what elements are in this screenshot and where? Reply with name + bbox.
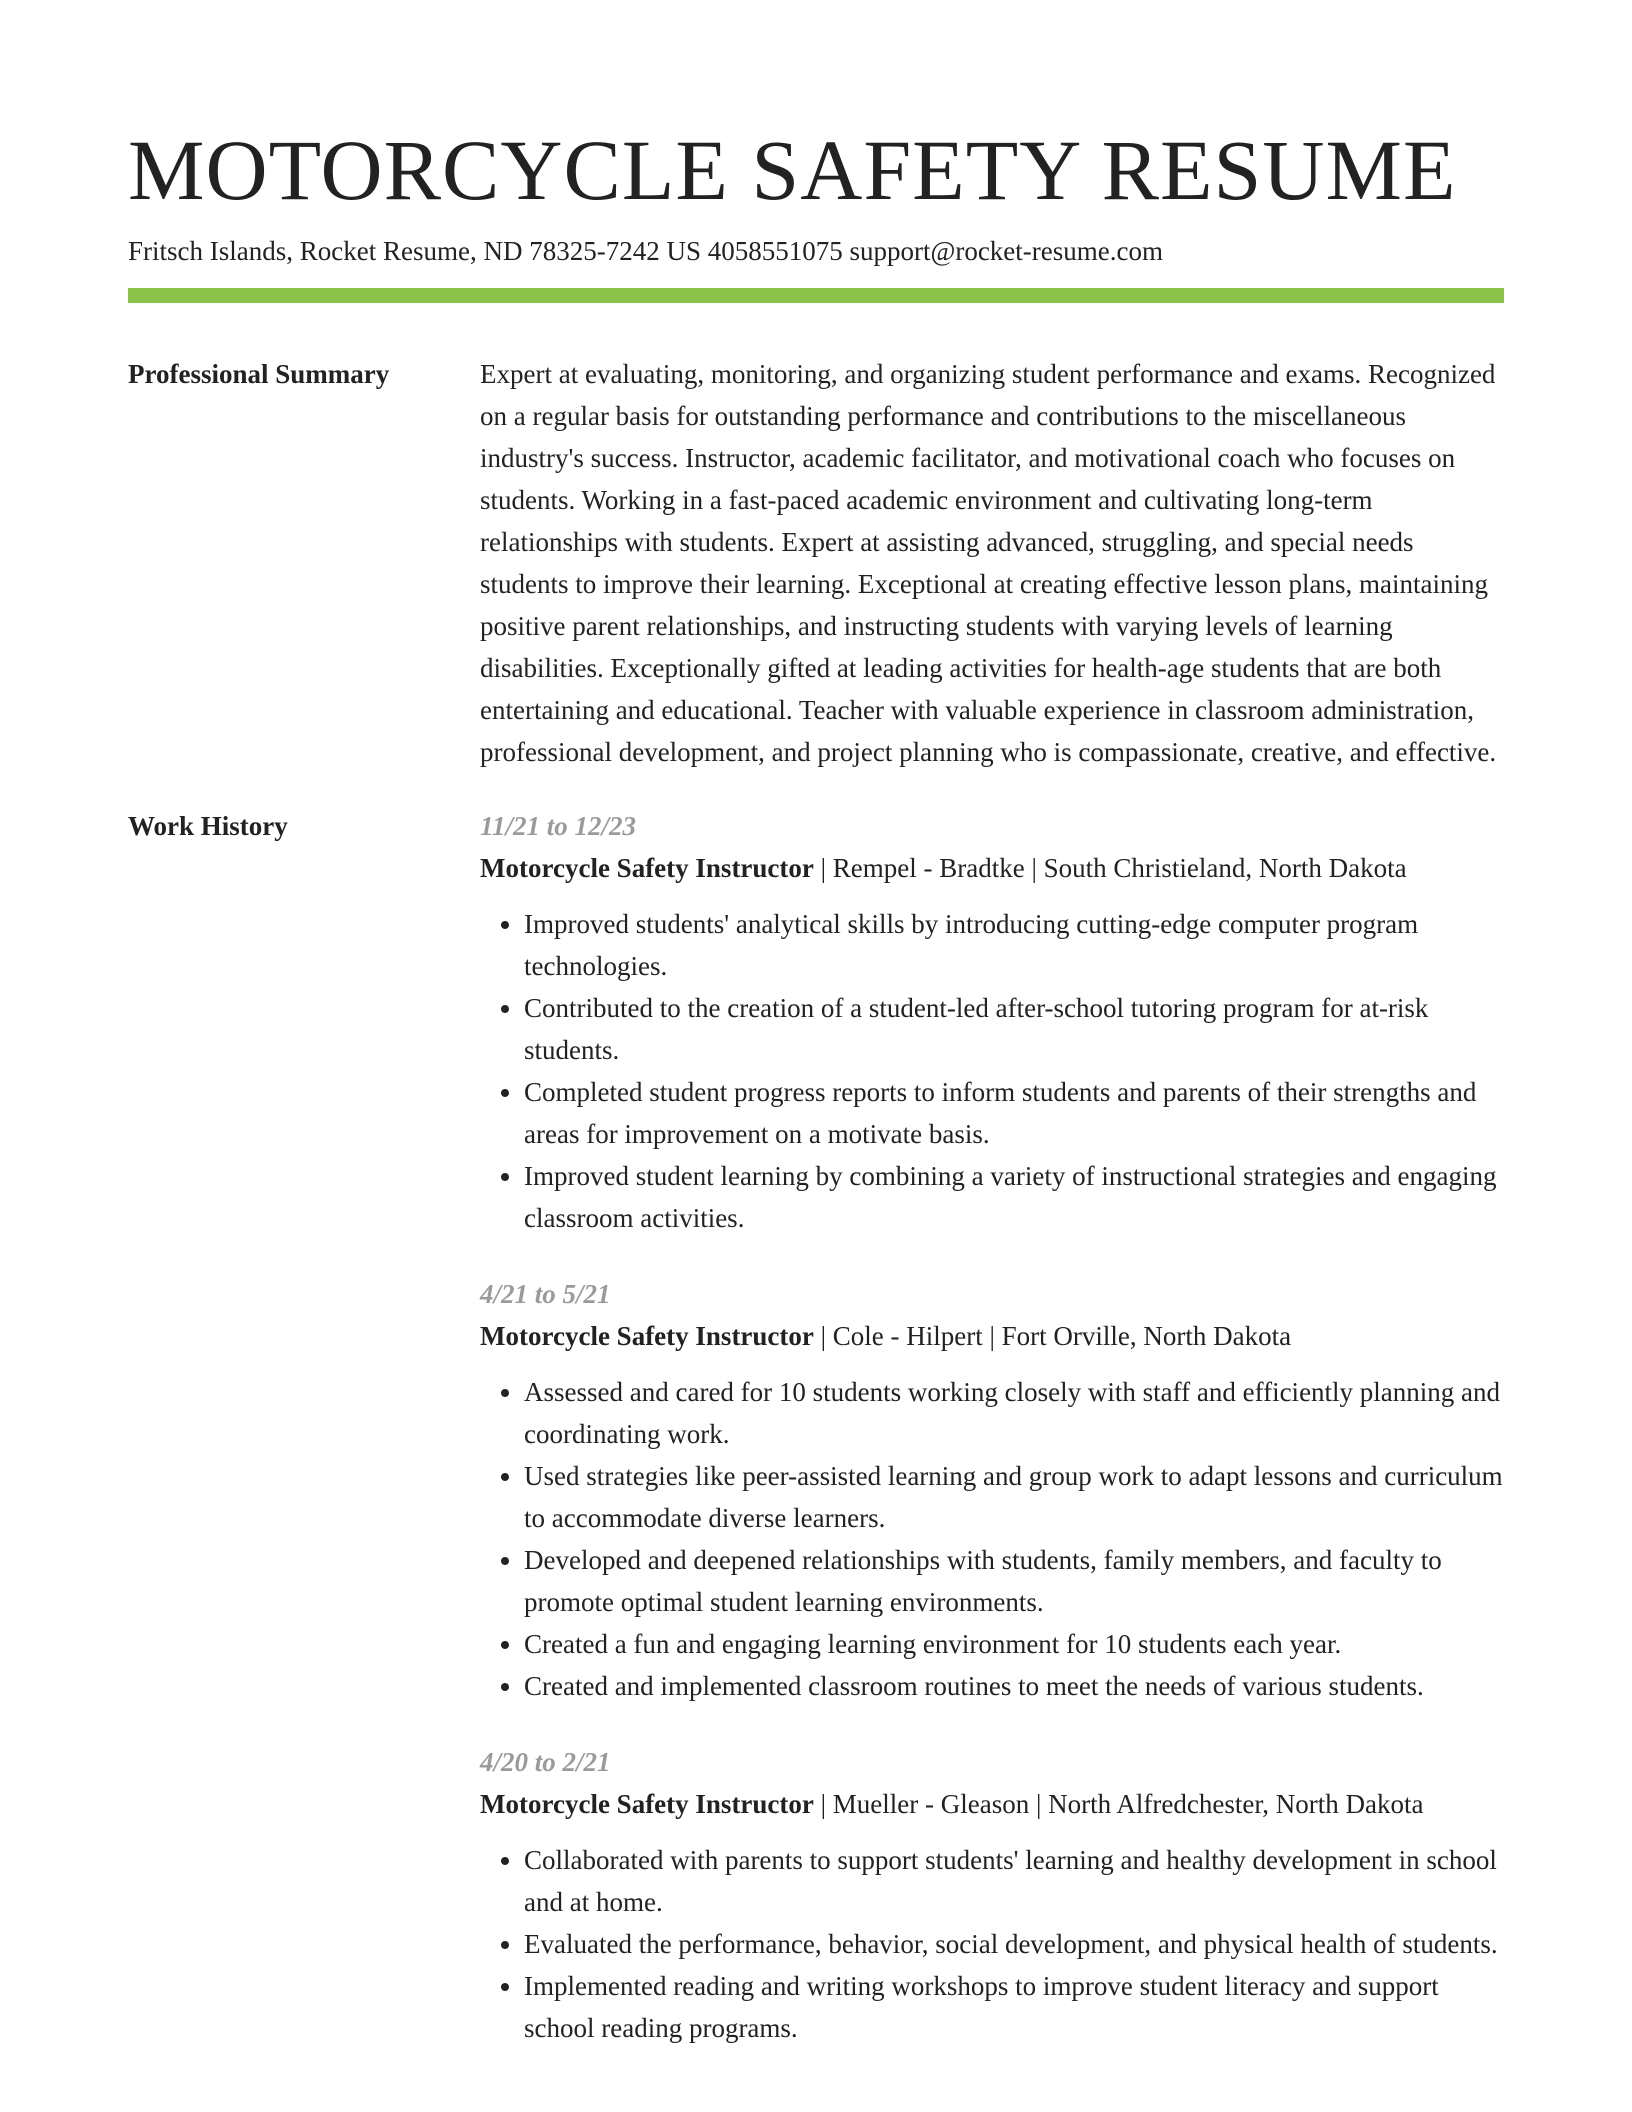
contact-line <box>128 234 1504 268</box>
job-bullet: • Implemented reading and writing workshops to improve student literacy and support school reading programs. <box>524 1965 1504 2049</box>
job-bullet: • Created and implemented classroom routines to meet the needs of various students. <box>524 1665 1504 1707</box>
job-details: | Cole - Hilpert | Fort Orville, North Dakota <box>813 1321 1292 1351</box>
job-bullet: • Developed and deepened relationships with students, family members, and faculty to promote optimal student learning environments. <box>524 1539 1504 1623</box>
job-details: | Rempel - Bradtke | South Christieland, North Dakota <box>813 853 1407 883</box>
job-bullet: • Completed student progress reports to inform students and parents of their strengths and areas for improvement on a motivate basis. <box>524 1071 1504 1155</box>
job-title-line <box>480 1315 1504 1357</box>
contact-phone: 4058551075 <box>707 236 843 266</box>
resume-page <box>128 120 1504 2083</box>
job-bullet-list <box>480 1839 1504 2049</box>
job-bullet-list <box>480 1371 1504 1707</box>
job-details: | Mueller - Gleason | North Alfredchester, North Dakota <box>813 1789 1424 1819</box>
resume-title: MOTORCYCLE SAFETY RESUME <box>128 122 1457 218</box>
summary-text: Expert at evaluating, monitoring, and organizing student performance and exams. Recognized on a regular basis for outstanding performance and contributions to the miscellaneous industry's success. Instructor, academic facilitator, and motivational coach who focuses on students. Working in a fast-paced academic environment and cultivating long-term relationships with students. Expert at assisting advanced, struggling, and special needs students to improve their learning. Exceptional at creating effective lesson plans, maintaining positive parent relationships, and instructing students with varying levels of learning disabilities. Exceptionally gifted at leading activities for health-age students that are both entertaining and educational. Teacher with valuable experience in classroom administration, professional development, and project planning who is compassionate, creative, and effective. <box>480 359 1497 767</box>
work-history-section <box>128 805 1504 2083</box>
job-bullet-list <box>480 903 1504 1239</box>
job-bullet: • Used strategies like peer-assisted learning and group work to adapt lessons and curriculum to accommodate diverse learners. <box>524 1455 1504 1539</box>
job-title: Motorcycle Safety Instructor <box>480 853 814 883</box>
job-entry <box>480 1741 1504 2049</box>
job-bullet: • Created a fun and engaging learning environment for 10 students each year. <box>524 1623 1504 1665</box>
header-divider <box>128 288 1504 303</box>
job-title: Motorcycle Safety Instructor <box>480 1789 814 1819</box>
job-entry <box>480 1273 1504 1707</box>
job-bullet: • Contributed to the creation of a student-led after-school tutoring program for at-risk students. <box>524 987 1504 1071</box>
contact-email: support@rocket-resume.com <box>849 236 1163 266</box>
job-bullet: • Collaborated with parents to support students' learning and healthy development in school and at home. <box>524 1839 1504 1923</box>
job-entry <box>480 805 1504 1239</box>
job-bullet: • Improved student learning by combining a variety of instructional strategies and engaging classroom activities. <box>524 1155 1504 1239</box>
summary-body <box>480 353 1504 773</box>
job-title-line <box>480 1783 1504 1825</box>
job-bullet: • Assessed and cared for 10 students working closely with staff and efficiently planning and coordinating work. <box>524 1371 1504 1455</box>
job-title-line <box>480 847 1504 889</box>
summary-section <box>128 353 1504 773</box>
job-date: 4/21 to 5/21 <box>480 1279 611 1309</box>
work-history-body <box>480 805 1504 2083</box>
job-bullet: • Improved students' analytical skills by introducing cutting-edge computer program technologies. <box>524 903 1504 987</box>
job-date: 4/20 to 2/21 <box>480 1747 611 1777</box>
summary-label: Professional Summary <box>128 359 390 389</box>
job-title: Motorcycle Safety Instructor <box>480 1321 814 1351</box>
job-bullet: • Evaluated the performance, behavior, social development, and physical health of students. <box>524 1923 1504 1965</box>
contact-address: Fritsch Islands, Rocket Resume, ND 78325-7242 US <box>128 236 701 266</box>
work-history-label: Work History <box>128 811 288 841</box>
job-date: 11/21 to 12/23 <box>480 811 637 841</box>
